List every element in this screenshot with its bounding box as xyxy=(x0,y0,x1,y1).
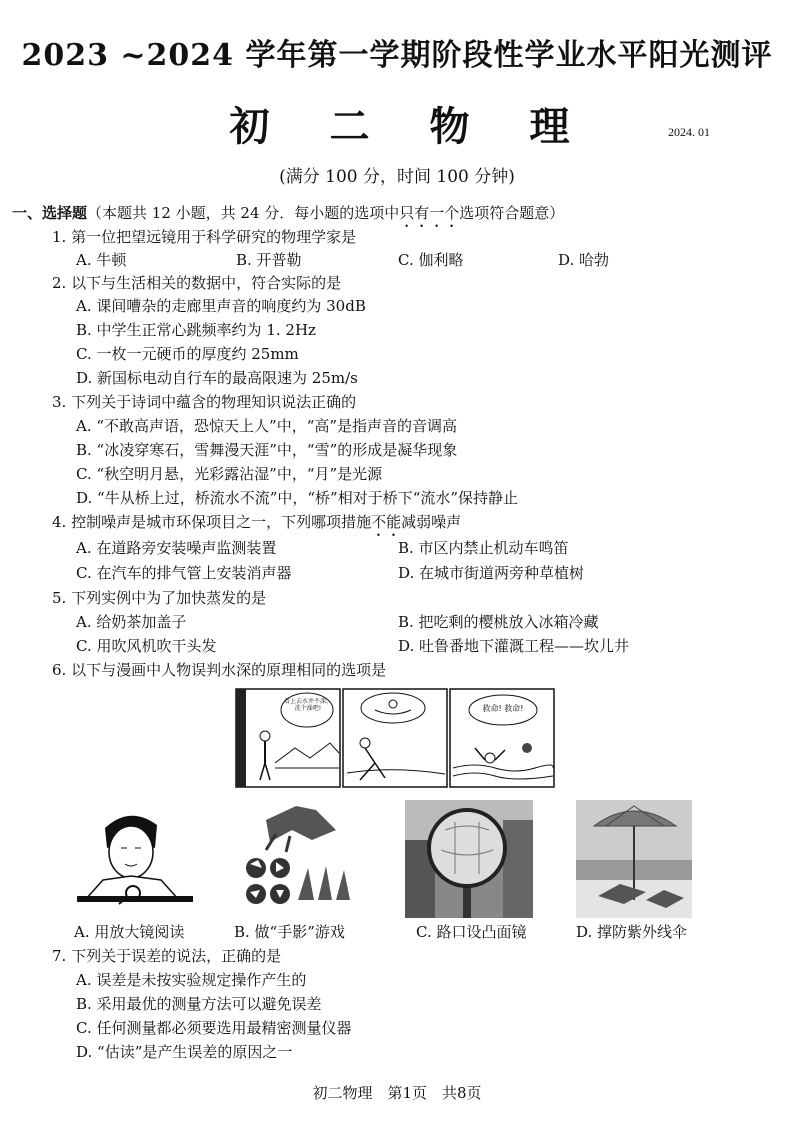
comic-bubble-3: 救命! 救命! xyxy=(482,704,524,713)
q6-option: A. 用放大镜阅读 xyxy=(74,923,185,941)
q4-option: D. 在城市街道两旁种草植树 xyxy=(398,564,585,582)
q2-option: D. 新国标电动自行车的最高限速为 25m/s xyxy=(76,369,358,387)
exam-date: 2024. 01 xyxy=(668,125,710,139)
subject-char: 初 xyxy=(229,103,271,150)
q5-option: C. 用吹风机吹干头发 xyxy=(76,637,217,655)
section-desc-after: 选项符合题意） xyxy=(459,204,565,222)
q4-option: B. 市区内禁止机动车鸣笛 xyxy=(398,539,569,557)
question-7-stem: 7. 下列关于误差的说法，正确的是 xyxy=(52,947,282,965)
q3-option: B. “冰凌穿寒石，雪舞漫天涯”中，“雪”的形成是凝华现象 xyxy=(76,441,458,459)
q2-option: A. 课间嘈杂的走廊里声音的响度约为 30dB xyxy=(76,297,366,315)
q2-option: C. 一枚一元硬币的厚度约 25mm xyxy=(76,345,299,363)
q7-option: D. “估读”是产生误差的原因之一 xyxy=(76,1043,293,1061)
subject-char: 物 xyxy=(429,103,471,150)
q1-option: C. 伽利略 xyxy=(398,251,464,269)
q4-stem-before: 4. 控制噪声是城市环保项目之一，下列哪项措施 xyxy=(52,513,372,531)
q3-option: A. “不敢高声语，恐惊天上人”中，“高”是指声音的音调高 xyxy=(76,417,458,435)
comic-bubble-1: 看上去水并不深，洗个澡吧! xyxy=(283,698,332,712)
q4-stem-emph: 不能 xyxy=(371,513,402,531)
q1-option: A. 牛顿 xyxy=(76,251,127,269)
question-5-stem: 5. 下列实例中为了加快蒸发的是 xyxy=(52,589,267,607)
q6-option: B. 做“手影”游戏 xyxy=(234,923,345,941)
convex-mirror-picture xyxy=(405,800,533,918)
q5-option: B. 把吃剩的樱桃放入冰箱冷藏 xyxy=(398,613,599,631)
question-6-stem: 6. 以下与漫画中人物误判水深的原理相同的选项是 xyxy=(52,661,387,679)
section-desc-emph: 只有一个 xyxy=(399,204,460,222)
subject-char: 理 xyxy=(529,103,571,150)
magnifier-reading-picture xyxy=(75,800,195,918)
q7-option: A. 误差是未按实验规定操作产生的 xyxy=(76,971,307,989)
exam-subtitle: (满分 100 分，时间 100 分钟) xyxy=(279,167,515,187)
hand-shadow-picture xyxy=(236,800,356,918)
section-desc-before: （本题共 12 小题，共 24 分．每小题的选项中 xyxy=(87,204,400,222)
question-3-stem: 3. 下列关于诗词中蕴含的物理知识说法正确的 xyxy=(52,393,357,411)
q4-option: A. 在道路旁安装噪声监测装置 xyxy=(76,539,277,557)
q3-option: D. “牛从桥上过，桥流水不流”中，“桥”相对于桥下“流水”保持静止 xyxy=(76,489,519,507)
q4-option: C. 在汽车的排气管上安装消声器 xyxy=(76,564,292,582)
exam-header-title: 2023 ~2024 学年第一学期阶段性学业水平阳光测评 xyxy=(21,38,773,73)
section-title: 一、选择题 xyxy=(12,204,88,222)
q7-option: B. 采用最优的测量方法可以避免误差 xyxy=(76,995,322,1013)
subject-title-row xyxy=(0,95,794,155)
question-2-stem: 2. 以下与生活相关的数据中，符合实际的是 xyxy=(52,274,342,292)
q2-option: B. 中学生正常心跳频率约为 1. 2Hz xyxy=(76,321,316,339)
question-1-stem: 1. 第一位把望远镜用于科学研究的物理学家是 xyxy=(52,228,357,246)
page-footer: 初二物理 第1页 共8页 xyxy=(312,1084,482,1102)
q3-option: C. “秋空明月悬，光彩露沾湿”中，“月”是光源 xyxy=(76,465,383,483)
question-4-stem xyxy=(52,512,461,540)
q1-option: D. 哈勃 xyxy=(558,251,610,269)
q7-option: C. 任何测量都必须要选用最精密测量仪器 xyxy=(76,1019,352,1037)
q4-stem-after: 减弱噪声 xyxy=(401,513,462,531)
subject-title xyxy=(200,95,600,152)
water-depth-comic xyxy=(235,688,555,788)
q6-option: C. 路口设凸面镜 xyxy=(416,923,527,941)
q1-option: B. 开普勒 xyxy=(236,251,302,269)
q6-option: D. 撑防紫外线伞 xyxy=(576,923,688,941)
q5-option: D. 吐鲁番地下灌溉工程——坎儿井 xyxy=(398,637,630,655)
q5-option: A. 给奶茶加盖子 xyxy=(76,613,187,631)
question-1-options xyxy=(76,250,609,270)
subject-char: 二 xyxy=(329,103,371,150)
uv-umbrella-picture xyxy=(576,800,692,918)
